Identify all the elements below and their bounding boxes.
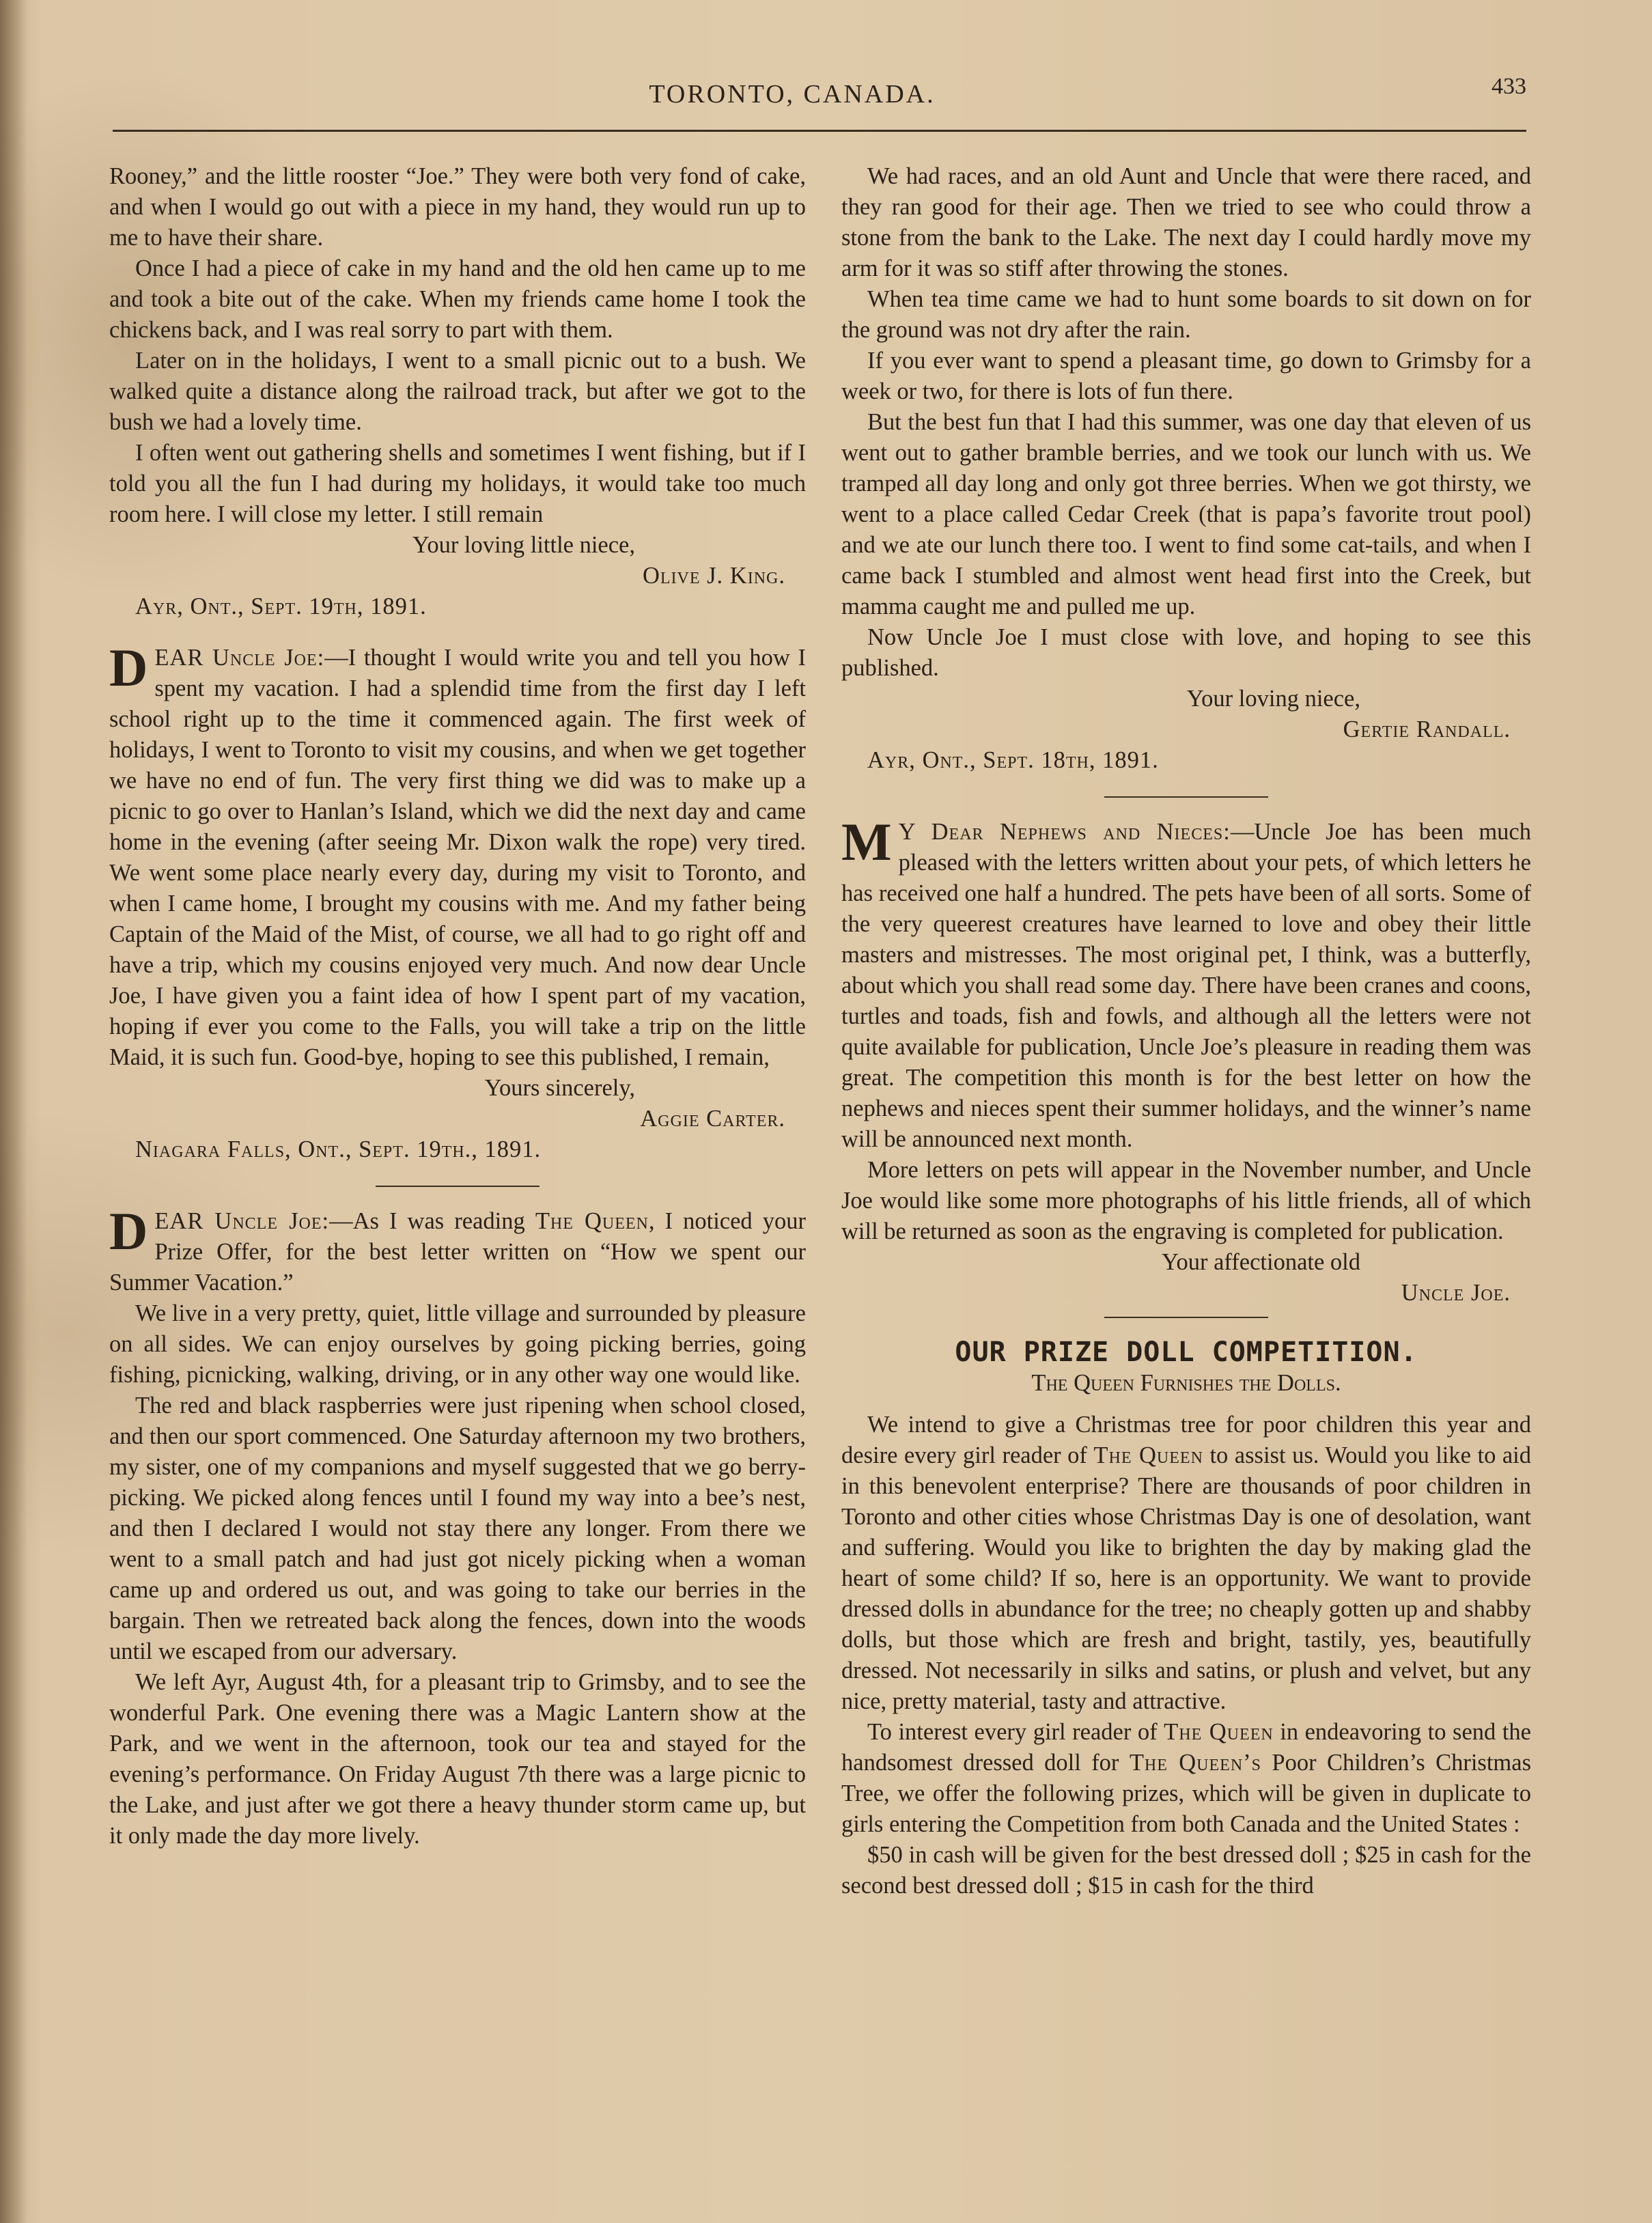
paragraph: Now Uncle Joe I must close with love, and hoping to see this published. xyxy=(841,624,1531,681)
salutation: Y Dear Nephews and Nieces: xyxy=(898,819,1231,845)
drop-cap: M xyxy=(841,812,892,871)
paragraph xyxy=(841,1410,1531,1717)
magazine-name: The Queen’s xyxy=(1129,1750,1261,1776)
letter-queen-reader xyxy=(109,1201,806,1298)
paragraph: I often went out gathering shells and sometimes I went fishing, but if I told you all the fun I had during my holidays, it would take too much room here. I will close my letter. I still remain xyxy=(109,440,806,527)
paragraph: Once I had a piece of cake in my hand and the old hen came up to me and took a bite out of the cake. When my friends came home I took the chickens back, and I was real sorry to part with them. xyxy=(109,255,806,343)
salutation: EAR Uncle Joe: xyxy=(154,1208,330,1234)
paragraph: We left Ayr, August 4th, for a pleasant trip to Grimsby, and to see the wonderful Park. One evening there was a Magic Lantern show at the Park, and we went in the afternoon, took our tea and stayed for the evening’s performance. On Friday August 7th there was a large picnic to the Lake, and just after we got there a heavy thunder storm came up, but it only made the day more lively. xyxy=(109,1669,806,1849)
signature-name: Olive J. King. xyxy=(642,563,785,589)
paragraph: We live in a very pretty, quiet, little village and surrounded by pleasure on all sides. We can enjoy ourselves by going picking berries, going fishing, picnicking, walking, driving, or in any other way one would like. xyxy=(109,1300,806,1388)
signature-closing: Your loving niece, xyxy=(1186,686,1360,712)
paragraph: But the best fun that I had this summer, was one day that eleven of us went out to gather bramble berries, and we took our lunch with us. We tramped all day long and only got three berries. When we got thirsty, we went to a place called Cedar Creek (that is papa’s favorite trout pool) and we ate our lunch there too. I went to find some cat-tails, and when I came back I stumbled and almost went head first into the Creek, but mamma caught me and pulled me up. xyxy=(841,409,1531,619)
signature-closing: Your affectionate old xyxy=(1162,1249,1360,1275)
paragraph xyxy=(841,1717,1531,1840)
paragraph: When tea time came we had to hunt some boards to sit down on for the ground was not dry after the rain. xyxy=(841,286,1531,343)
page-header xyxy=(113,74,1526,139)
dateline: Ayr, Ont., Sept. 18th, 1891. xyxy=(867,747,1159,773)
letter-aggie-carter xyxy=(109,638,806,1073)
letter-body: —As I was reading xyxy=(329,1208,535,1234)
magazine-name: The Queen xyxy=(535,1208,649,1234)
subheadline: The Queen Furnishes the Dolls. xyxy=(1031,1370,1341,1396)
signature-name: Gertie Randall. xyxy=(1343,716,1511,742)
letter-uncle-joe xyxy=(841,812,1531,1155)
signature-closing: Your loving little niece, xyxy=(412,532,635,558)
letter-body: —I thought I would write you and tell you how I spent my vacation. I had a splendid time from the first day I left school right up to the time it commenced again. The first week of holidays, I went to Toronto to visit my cousins, and when we get together we have no end of fun. The very first thing we did was to make up a picnic to go over to Hanlan’s Island, which we did the next day and came home in the evening (after seeing Mr. Dixon walk the rope) very tired. We went some place nearly every day, during my visit to Toronto, and when I came home, I brought my cousins with me. And my father being Captain of the Maid of the Mist, of course, we all had to go right off and have a trip, which my cousins enjoyed very much. And now dear Uncle Joe, I have given you a faint idea of how I spent part of my vacation, hoping if ever you come to the Falls, you will take a trip on the little Maid, it is such fun. Good-bye, hoping to see this published, I remain, xyxy=(109,645,806,1070)
signature-closing: Yours sincerely, xyxy=(484,1075,635,1101)
text-run: To interest every girl reader of xyxy=(867,1719,1164,1745)
text-run: Poor Children’s Christmas Tree, we offer the following prizes, which will be given in duplicate to girls entering the Competition from both Canada and the United States : xyxy=(841,1750,1531,1837)
section-divider xyxy=(376,1186,540,1187)
signature-name: Aggie Carter. xyxy=(640,1106,785,1132)
magazine-name: The Queen xyxy=(1164,1719,1274,1745)
paragraph: Rooney,” and the little rooster “Joe.” They were both very fond of cake, and when I would go out with a piece in my hand, they would run up to me to have their share. xyxy=(109,163,806,251)
page-number: 433 xyxy=(1492,74,1526,99)
headline: OUR PRIZE DOLL COMPETITION. xyxy=(955,1337,1418,1368)
left-column xyxy=(109,161,806,1851)
text-run: in endeavoring to send the handsomest dressed doll for xyxy=(841,1719,1531,1776)
running-title: TORONTO, CANADA. xyxy=(649,80,936,109)
paragraph: The red and black raspberries were just ripening when school closed, and then our sport commenced. One Saturday afternoon my two brothers, my sister, one of my companions and myself suggested that we go berry-picking. We picked along fences until I found my way into a bee’s nest, and then I declared I would not stay there any longer. From there we went to a small patch and had just got nicely picking when a woman came up and ordered us out, and was going to take our berries in the bargain. Then we retreated back along the fences, down into the woods until we escaped from our adversary. xyxy=(109,1393,806,1664)
paragraph: We had races, and an old Aunt and Uncle that were there raced, and they ran good for their age. Then we tried to see who could throw a stone from the bank to the Lake. The next day I could hardly move my arm for it was so stiff after throwing the stones. xyxy=(841,163,1531,281)
dateline: Ayr, Ont., Sept. 19th, 1891. xyxy=(135,593,427,619)
letter-body: —Uncle Joe has been much pleased with the letters written about your pets, of which letters he has received one half a hundred. The pets have been of all sorts. Some of the very queerest creatures have learned to love and obey their little masters and mistresses. The most original pet, I think, was a butterfly, about which you shall read some day. There have been cranes and coons, turtles and toads, fish and fowls, and although all the letters were not quite available for publication, Uncle Joe’s pleasure in reading them was great. The competition this month is for the best letter on how the nephews and nieces spent their summer holidays, and the winner’s name will be announced next month. xyxy=(841,819,1531,1152)
salutation: EAR Uncle Joe: xyxy=(154,645,325,671)
text-run: We intend to give a Christmas tree for poor children this year and desire every girl reader of xyxy=(841,1412,1531,1468)
paragraph: More letters on pets will appear in the November number, and Uncle Joe would like some more photographs of his little friends, all of which will be returned as soon as the engraving is completed for publication. xyxy=(841,1157,1531,1244)
text-run: to assist us. Would you like to aid in this benevolent enterprise? There are thousands of poor children in Toronto and other cities whose Christmas Day is one of desolation, want and suffering. Would you like to brighten the day by making glad the heart of some child? If so, here is an opportunity. We want to provide dressed dolls in abundance for the tree; no cheaply gotten up and shabby dolls, but those which are fresh and bright, tastily, yes, beautifully dressed. Not necessarily in silks and satins, or plush and velvet, but any nice, pretty material, tasty and attractive. xyxy=(841,1442,1531,1714)
section-divider xyxy=(1104,796,1268,798)
section-divider xyxy=(1104,1317,1268,1318)
letter-body: , I noticed your Prize Offer, for the best letter written on “How we spent our Summer Vacation.” xyxy=(109,1208,806,1296)
signature-name: Uncle Joe. xyxy=(1401,1280,1511,1306)
dateline: Niagara Falls, Ont., Sept. 19th., 1891. xyxy=(135,1136,542,1162)
header-rule xyxy=(113,130,1526,132)
paragraph: $50 in cash will be given for the best dressed doll ; $25 in cash for the second best dressed doll ; $15 in cash for the third xyxy=(841,1842,1531,1899)
paragraph: Later on in the holidays, I went to a small picnic out to a bush. We walked quite a distance along the railroad track, but after we got to the bush we had a lovely time. xyxy=(109,348,806,435)
magazine-name: The Queen xyxy=(1093,1442,1203,1468)
drop-cap: D xyxy=(109,1201,148,1261)
right-column xyxy=(841,161,1531,1901)
drop-cap: D xyxy=(109,638,148,697)
book-spine-shadow xyxy=(0,0,27,2223)
paragraph: If you ever want to spend a pleasant time, go down to Grimsby for a week or two, for there is lots of fun there. xyxy=(841,348,1531,404)
